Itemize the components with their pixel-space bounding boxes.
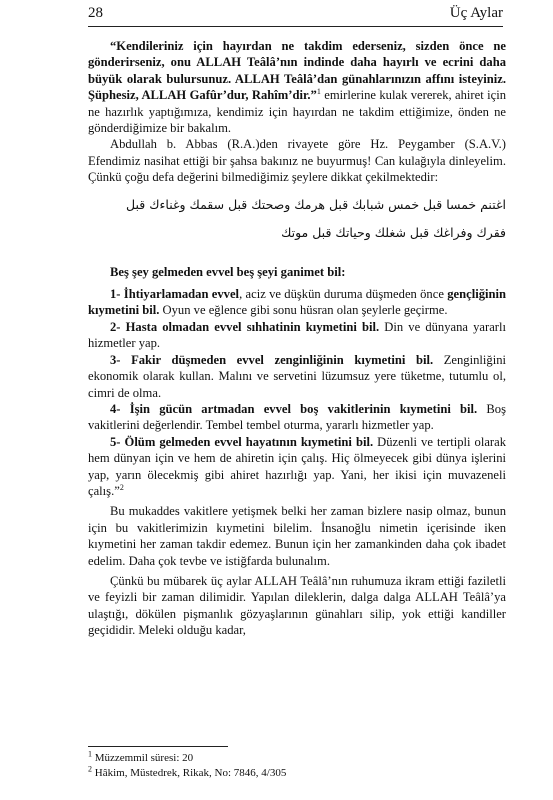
list-item-2-title: 2- Hasta olmadan evvel sıhhatinin kıymetini bil. (110, 319, 380, 334)
verse-paragraph (88, 38, 506, 136)
arabic-hadith-line-2: فقرك وفراغك قبل شغلك وحياتك قبل موتك (281, 224, 506, 240)
list-item-1-text: , aciz ve düşkün duruma düşmeden önce (239, 287, 448, 302)
footnote-ref-1: 1 (316, 87, 321, 97)
list-item-3-text: Zenginliğini ekonomik olarak kullan. Malını ve servetini lüzumsuz yere tüketme, tutumlu ol, cimri de olma. (88, 352, 506, 400)
list-item-5-title: 5- Ölüm gelmeden evvel hayatının kıymetini bil. (110, 434, 374, 449)
paragraph-value-of-time: Bu mukaddes vakitlere yetişmek belki her zaman bizlere nasip olmaz, bunun için bu vakitlerimizin kıymetini bilelim. İnsanoğlu nimetin içerisinde iken kıymetini her zaman takdir edemez. Bunun için her zamankinden daha çok ibadet edelim. Daha çok tevbe ve istiğfarda bulunalım. (88, 504, 506, 568)
hadith-intro-paragraph: Abdullah b. Abbas (R.A.)den rivayete göre Hz. Peygamber (S.A.V.) Efendimiz nasihat ettiği bir şahsa bakınız ne buyurmuş! Can kulağıyla dinleyelim. Çünkü çoğu defa değerini bilmediğimiz şeylere dikkat çekilmektedir: (88, 137, 506, 185)
page-number: 28 (88, 5, 103, 21)
footnote-divider (88, 746, 228, 747)
footnote-1-number: 1 (88, 749, 92, 759)
page-body (88, 38, 506, 639)
list-item-1-text-end: Oyun ve eğlence gibi sonu hüsran olan şeylerle geçirme. (159, 303, 448, 318)
footnote-2 (88, 764, 287, 780)
running-title: Üç Aylar (449, 5, 503, 21)
arabic-hadith-line-1: اغتنم خمسا قبل خمس شبابك قبل هرمك وصحتك قبل سقمك وغناءك قبل (126, 196, 506, 212)
list-item-5 (88, 434, 506, 500)
list-item-4-title: 4- İşin gücün artmadan evvel boş vakitlerinin kıymetini bil. (110, 401, 478, 416)
footnote-1-text: Müzzemmil süresi: 20 (92, 752, 194, 764)
list-item-1-title: 1- İhtiyarlamadan evvel (110, 287, 240, 302)
list-item-2 (88, 319, 506, 352)
footnote-1 (88, 749, 194, 765)
list-item-1-emphasis: gençliğinin kıymetini bil. (88, 287, 506, 318)
list-item-5-text: Düzenli ve tertipli olarak hem dünyan için ve hem de ahiretin için çalış. Hiç ölmeyecek gibi dünya işlerini yap, yarın ölecekmiş gibi ahiret hazırlığı yap. Yani, her ikisi için muvazeneli çalış.” (88, 434, 507, 498)
list-item-4 (88, 401, 506, 434)
list-intro: Beş şey gelmeden evvel beş şeyi ganimet bil: (110, 264, 346, 279)
list-item-4-text: Boş vakitlerini değerlendir. Tembel tembel oturma, yararlı hizmetler yap. (88, 401, 507, 433)
footnote-ref-2: 2 (119, 482, 124, 492)
verse-continuation: emirlerine kulak vererek, ahiret için ne hazırlık yaptığımıza, kendimiz için hayırdan ne takdim ettiğimize, önden ne gönderdiğimize bir bakalım. (88, 88, 506, 136)
list-item-3 (88, 352, 506, 401)
footnote-2-text: Hâkim, Müstedrek, Rikak, No: 7846, 4/305 (92, 767, 287, 779)
list-item-1 (88, 286, 506, 319)
list-item-2-text: Din ve dünyana yararlı hizmetler yap. (88, 319, 506, 351)
footnote-2-number: 2 (88, 764, 92, 774)
paragraph-three-months: Çünkü bu mübarek üç aylar ALLAH Teâlâ’nın ruhumuza ikram ettiği faziletli ve feyizli bir zaman dilimidir. Yapılan dileklerin, dalga dalga ALLAH Teâlâ’ya ulaştığı, dökülen pişmanlık gözyaşlarının günahları silip, yok ettiği kandiller geçididir. Meleki olduğu kadar, (88, 573, 506, 638)
list-item-3-title: 3- Fakir düşmeden evvel zenginliğinin kıymetini bil. (110, 352, 434, 367)
verse-quote: “Kendileriniz için hayırdan ne takdim ederseniz, sizden önce ne gönderirseniz, onu ALLAH Teâlâ’nın indinde daha hayırlı ve ecrini daha büyük olarak bulursunuz. ALLAH Teâlâ’dan günahlarınızın affını isteyiniz. Şüphesiz, ALLAH Gafûr’dur, Rahîm’dir.” (88, 39, 506, 103)
page-header (88, 4, 503, 27)
